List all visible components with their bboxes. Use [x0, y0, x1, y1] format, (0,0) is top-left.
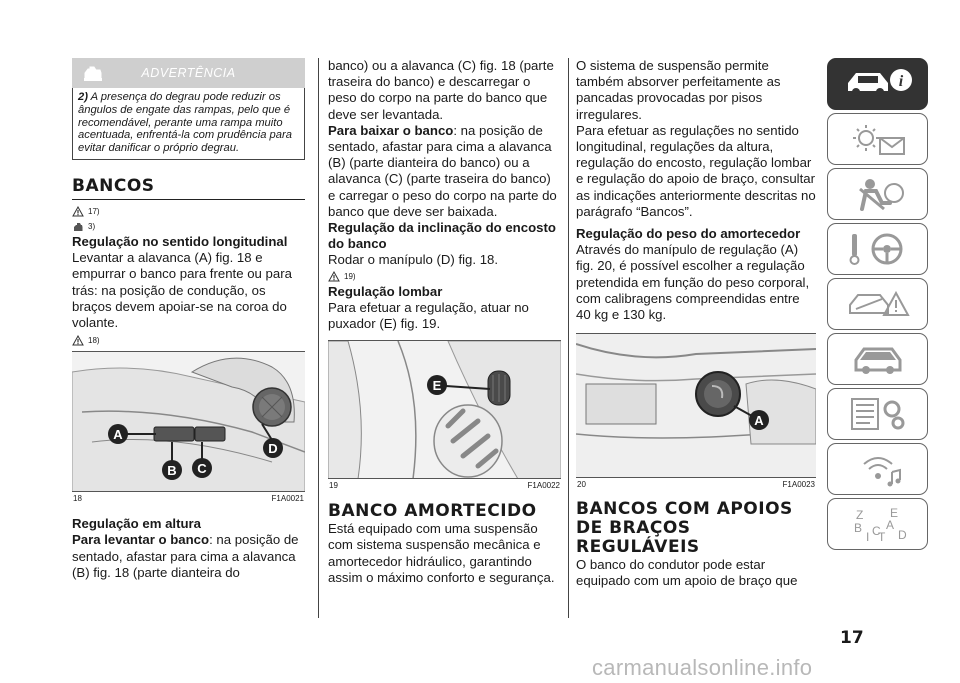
lumbar-knob-illustration [328, 341, 561, 479]
note-3: 3) [72, 219, 305, 234]
label-b [162, 460, 182, 480]
seat-lever-illustration [72, 352, 305, 492]
svg-text:Z: Z [855, 508, 863, 522]
figure-18 [72, 352, 305, 492]
figure-number: 19 [329, 481, 338, 491]
tab-index[interactable] [827, 498, 928, 550]
figure-code: F1A0023 [782, 480, 815, 490]
svg-text:i: i [898, 73, 903, 90]
column-right [576, 58, 816, 590]
note-18: 18) [72, 333, 305, 348]
figure-19 [328, 341, 561, 479]
damper-knob-illustration [576, 334, 816, 478]
index-letters-icon [842, 505, 914, 543]
warning-text [72, 88, 305, 160]
section-title-amortecido: BANCO AMORTECIDO [328, 501, 537, 522]
svg-text:A: A [885, 518, 894, 532]
figure-number: 18 [73, 494, 82, 504]
figure-code: F1A0022 [527, 481, 560, 491]
tab-technical-data[interactable] [827, 388, 928, 440]
steering-wheel-icon [842, 230, 914, 268]
svg-text:A: A [754, 413, 764, 429]
svg-text:C: C [197, 461, 207, 477]
svg-text:D: D [268, 441, 278, 457]
hand-warning-icon [82, 64, 104, 82]
svg-text:D: D [897, 528, 907, 542]
note-19: 19) [328, 269, 561, 284]
tab-maintenance[interactable] [827, 333, 928, 385]
svg-text:E: E [889, 506, 898, 520]
note-17: 17) [72, 204, 305, 219]
emergency-icon [842, 285, 914, 323]
paragraph-baixar: Para baixar o banco: na posição de sentado, afastar para cima a alavanca (B) (parte dianteira do banco) ou a alavanca (C) (parte traseira do banco) e carregar o peso do corpo na parte do banco que deve ser baixada. [328, 122, 557, 219]
svg-text:C: C [871, 524, 881, 538]
multimedia-icon [842, 450, 914, 488]
figure-20 [576, 334, 816, 478]
svg-text:T: T [877, 530, 885, 543]
column-middle [328, 58, 561, 586]
warning-triangle-icon [72, 206, 84, 217]
svg-text:A: A [113, 427, 123, 443]
figure-19-caption [328, 479, 561, 493]
paragraph-peso: Através do manípulo de regulação (A) fig. 20, é possível escolher a regulação pretendida em função do peso corporal, com calibragens compreendidas entre 40 kg e 130 kg. [576, 242, 810, 323]
paragraph-lombar: Para efetuar a regulação, atuar no puxador (E) fig. 19. [328, 299, 529, 332]
paragraph-altura: Para levantar o banco: na posição de sentado, afastar para cima a alavanca (B) fig. 18 (parte dianteira do [72, 532, 299, 580]
svg-text:E: E [432, 378, 442, 394]
tab-car-info[interactable] [827, 58, 928, 110]
car-info-icon [842, 65, 914, 103]
warning-body: A presença do degrau pode reduzir os ângulos de engate das rampas, pelo que é recomendável, perante uma rampa muito acentuada, enfrentá-la com prudência para evitar danificar o próprio degrau. [78, 91, 292, 155]
chapter-tabs [827, 58, 928, 553]
warning-number: 2) [78, 91, 88, 103]
heading-altura: Regulação em altura [72, 516, 201, 532]
figure-code: F1A0021 [271, 494, 304, 504]
figure-number: 20 [577, 480, 586, 490]
paragraph-amortecido: Está equipado com uma suspensão com sistema suspensão mecânica e amortecedor hidráulico, garantindo assim o máximo conforto e segurança. [328, 521, 555, 585]
heading-longitudinal: Regulação no sentido longitudinal [72, 233, 288, 249]
safety-icon [842, 175, 914, 213]
warning-header [72, 58, 305, 88]
svg-text:B: B [853, 521, 862, 535]
paragraph-inclinacao: Rodar o manípulo (D) fig. 18. [328, 252, 499, 268]
warning-triangle-icon [328, 271, 340, 282]
label-e [427, 375, 447, 395]
tab-starting-driving[interactable] [827, 223, 928, 275]
warning-title: ADVERTÊNCIA [141, 66, 236, 80]
figure-20-caption [576, 478, 816, 492]
tab-warning-lights[interactable] [827, 113, 928, 165]
heading-inclinacao: Regulação da inclinação do encosto do banco [328, 220, 556, 252]
technical-data-icon [842, 395, 914, 433]
maintenance-car-icon [842, 340, 914, 378]
heading-peso: Regulação do peso do amortecedor [576, 226, 801, 242]
label-a [749, 410, 769, 430]
inline-heading: Para baixar o banco [328, 122, 454, 138]
heading-lombar: Regulação lombar [328, 283, 443, 299]
svg-text:I: I [865, 530, 869, 543]
section-title-bancos: BANCOS [72, 175, 155, 196]
label-a [108, 424, 128, 444]
watermark: carmanualsonline.info [592, 655, 813, 680]
tab-safety[interactable] [827, 168, 928, 220]
svg-text:B: B [167, 463, 177, 479]
paragraph-regulacoes: Para efetuar as regulações no sentido longitudinal, regulações da altura, regulação do encosto, regulação lombar e regulação do apoio de braço, consultar as indicações anteriormente descritas no parágrafo “Bancos”. [576, 122, 816, 219]
hand-warning-icon [72, 221, 84, 232]
tab-emergency[interactable] [827, 278, 928, 330]
label-c [192, 458, 212, 478]
section-title-apoios: BANCOS COM APOIOS DE BRAÇOS REGULÁVEIS [576, 499, 793, 558]
figure-18-caption [72, 492, 305, 506]
paragraph-longitudinal: Levantar a alavanca (A) fig. 18 e empurrar o banco para frente ou para trás: na posição de condução, os braços devem apoiar-se na coroa do volante. [72, 250, 292, 330]
column-separator [318, 58, 319, 618]
inline-heading: Para levantar o banco [72, 532, 210, 548]
paragraph-continued: banco) ou a alavanca (C) fig. 18 (parte traseira do banco) e descarregar o peso do corpo na parte do banco que deve ser levantada. [328, 58, 554, 122]
column-left [72, 58, 305, 581]
label-d [263, 438, 283, 458]
warning-lights-icon [842, 120, 914, 158]
tab-multimedia[interactable] [827, 443, 928, 495]
paragraph-suspensao: O sistema de suspensão permite também absorver perfeitamente as pancadas provocadas por pisos irregulares. [576, 58, 781, 122]
page-number: 17 [840, 628, 864, 648]
warning-box [72, 58, 305, 160]
column-separator [568, 58, 569, 618]
paragraph-apoios: O banco do condutor pode estar equipado com um apoio de braço que [576, 557, 798, 589]
warning-triangle-icon [72, 335, 84, 346]
